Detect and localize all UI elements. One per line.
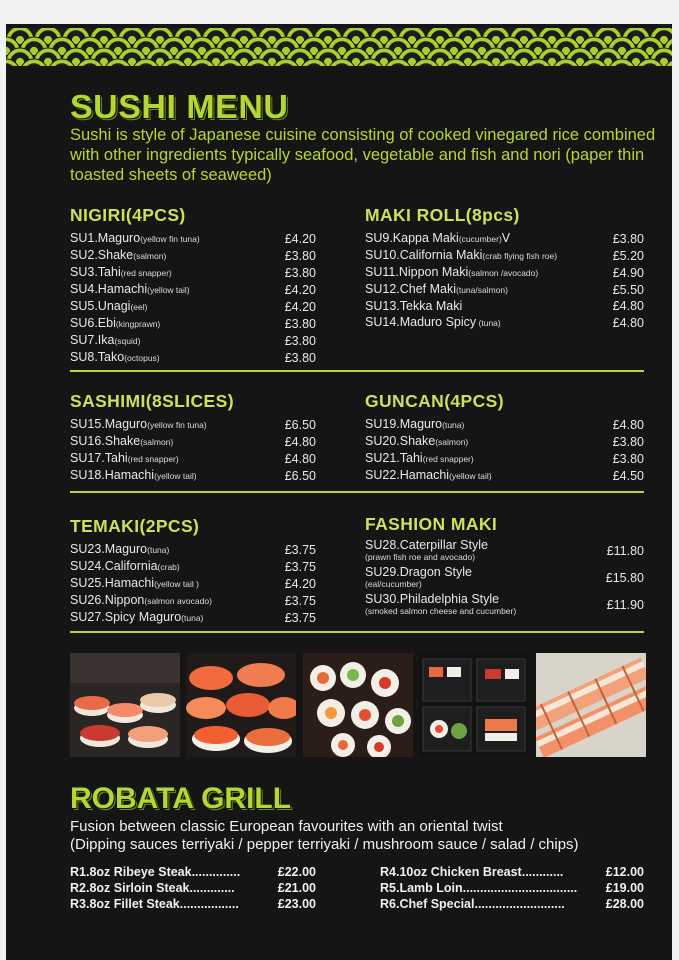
item-price: £23.00 bbox=[277, 897, 316, 911]
item-name: SU30.Philadelphia Style bbox=[365, 592, 500, 606]
fashion-maki-item bbox=[365, 539, 644, 563]
item-description: (prawn fish roe and avocado) bbox=[365, 552, 476, 562]
item-description: (cucumber) bbox=[458, 234, 502, 244]
menu-item bbox=[70, 592, 316, 609]
item-title: SU1.Maguro bbox=[70, 231, 141, 245]
item-title: SU9.Kappa Maki bbox=[365, 231, 459, 245]
item-description: (eal/cucumber) bbox=[365, 579, 422, 589]
item-price: £3.80 bbox=[284, 266, 316, 280]
menu-item bbox=[70, 467, 316, 484]
item-name bbox=[365, 264, 538, 281]
item-title: SU20.Shake bbox=[365, 434, 436, 448]
item-name: SU29.Dragon Style bbox=[365, 565, 473, 579]
item-price: £4.20 bbox=[284, 300, 316, 314]
item-name bbox=[70, 450, 179, 467]
item-name bbox=[70, 433, 173, 450]
item-description: (red snapper) bbox=[120, 268, 172, 278]
item-name bbox=[365, 450, 474, 467]
grill-item bbox=[70, 896, 316, 912]
sushi-intro-text: Sushi is style of Japanese cuisine consisting of cooked vinegared rice combined with other ingredients typically seafood, vegetable and fish and nori (paper thin toasted sheets of seaweed) bbox=[70, 126, 656, 184]
item-title: SU18.Hamachi bbox=[70, 468, 155, 482]
item-name bbox=[70, 349, 160, 366]
item-description: (salmon) bbox=[140, 437, 174, 447]
item-name: R4.10oz Chicken Breast............ bbox=[380, 865, 564, 879]
item-description: (yellow tail) bbox=[147, 285, 190, 295]
item-price: £4.80 bbox=[612, 418, 644, 432]
item-name bbox=[365, 230, 510, 247]
item-description: (red snapper) bbox=[127, 454, 179, 464]
item-name: R6.Chef Special.......................... bbox=[380, 897, 565, 911]
item-description: (tuna) bbox=[181, 613, 204, 623]
item-title: SU8.Tako bbox=[70, 350, 125, 364]
item-description: (salmon /avocado) bbox=[468, 268, 539, 278]
item-name bbox=[365, 298, 462, 314]
grill-item bbox=[70, 880, 316, 896]
item-title: SU27.Spicy Maguro bbox=[70, 610, 182, 624]
nigiri-heading: NIGIRI(4PCS) bbox=[70, 205, 186, 225]
nigiri-plate-photo bbox=[70, 653, 180, 757]
item-price: £3.80 bbox=[612, 435, 644, 449]
item-name bbox=[70, 264, 172, 281]
item-price: £3.80 bbox=[284, 351, 316, 365]
item-price: £4.80 bbox=[284, 435, 316, 449]
item-name bbox=[70, 541, 169, 558]
item-description: (crab flying fish roe) bbox=[482, 251, 558, 261]
menu-item bbox=[70, 281, 316, 298]
menu-item bbox=[365, 314, 644, 331]
grill-item bbox=[70, 864, 316, 880]
item-description: (eel) bbox=[130, 302, 148, 312]
item-description: (salmon) bbox=[133, 251, 167, 261]
item-name bbox=[70, 281, 190, 298]
item-title: SU4.Hamachi bbox=[70, 282, 148, 296]
fashion-maki-section bbox=[365, 514, 644, 620]
item-name bbox=[365, 314, 501, 331]
item-name bbox=[70, 247, 166, 264]
section-divider bbox=[70, 491, 644, 493]
item-price: £22.00 bbox=[277, 865, 316, 879]
item-title: SU13.Tekka Maki bbox=[365, 299, 463, 313]
item-price: £4.20 bbox=[284, 283, 316, 297]
item-price: £6.50 bbox=[284, 418, 316, 432]
item-title: SU7.Ika bbox=[70, 333, 115, 347]
menu-item bbox=[70, 558, 316, 575]
item-name bbox=[70, 230, 200, 247]
item-title: SU5.Unagi bbox=[70, 299, 131, 313]
item-price: £4.90 bbox=[612, 266, 644, 280]
section-divider bbox=[70, 370, 644, 372]
menu-item bbox=[365, 450, 644, 467]
item-name: R5.Lamb Loin................................. bbox=[380, 881, 578, 895]
sashimi-heading: SASHIMI(8SLICES) bbox=[70, 391, 234, 411]
sushi-menu-title: SUSHI MENU bbox=[70, 88, 289, 126]
maki-roll-list bbox=[365, 230, 644, 331]
item-title: SU15.Maguro bbox=[70, 417, 148, 431]
item-price: £21.00 bbox=[277, 881, 316, 895]
item-name bbox=[70, 332, 140, 349]
item-price: £6.50 bbox=[284, 469, 316, 483]
sashimi-list bbox=[70, 416, 316, 484]
item-title: SU23.Maguro bbox=[70, 542, 148, 556]
robata-intro-line-2: (Dipping sauces terriyaki / pepper terriyaki / mushroom sauce / salad / chips) bbox=[70, 836, 579, 853]
maki-roll-section bbox=[365, 205, 644, 331]
item-price: £3.75 bbox=[284, 594, 316, 608]
item-title: SU10.California Maki bbox=[365, 248, 483, 262]
grill-item bbox=[380, 896, 644, 912]
item-price: £28.00 bbox=[605, 897, 644, 911]
item-price: £3.80 bbox=[284, 317, 316, 331]
grill-item bbox=[380, 880, 644, 896]
guncan-list bbox=[365, 416, 644, 484]
menu-item bbox=[70, 609, 316, 626]
item-description: (yellow tail) bbox=[449, 471, 492, 481]
item-name bbox=[70, 315, 160, 332]
robata-right-list bbox=[380, 864, 644, 912]
item-title: SU25.Hamachi bbox=[70, 576, 155, 590]
menu-item bbox=[70, 433, 316, 450]
robata-intro-line-1: Fusion between classic European favourites with an oriental twist bbox=[70, 818, 503, 835]
robata-intro-text bbox=[70, 818, 660, 854]
item-description: (yellow tail) bbox=[154, 471, 197, 481]
item-title: SU24.California bbox=[70, 559, 158, 573]
menu-item bbox=[365, 247, 644, 264]
item-description: (red snapper) bbox=[422, 454, 474, 464]
menu-item bbox=[365, 298, 644, 314]
item-description: (yellow fin tuna) bbox=[147, 420, 207, 430]
item-title: SU17.Tahi bbox=[70, 451, 128, 465]
robata-grill-title: ROBATA GRILL bbox=[70, 782, 292, 815]
item-name bbox=[70, 609, 203, 626]
salmon-sushi-photo bbox=[186, 653, 296, 757]
item-description: (squid) bbox=[114, 336, 141, 346]
item-name bbox=[365, 416, 464, 433]
item-description: (crab) bbox=[157, 562, 180, 572]
item-description: (tuna) bbox=[442, 420, 465, 430]
item-price: £11.90 bbox=[606, 597, 644, 612]
item-price: £3.80 bbox=[612, 232, 644, 246]
item-name bbox=[70, 298, 147, 315]
item-title: SU22.Hamachi bbox=[365, 468, 450, 482]
menu-item bbox=[365, 281, 644, 298]
section-divider bbox=[70, 631, 644, 633]
grill-item bbox=[380, 864, 644, 880]
item-description: (tuna) bbox=[147, 545, 170, 555]
menu-item bbox=[70, 298, 316, 315]
item-name: R2.8oz Sirloin Steak............. bbox=[70, 881, 235, 895]
item-price: £5.20 bbox=[612, 249, 644, 263]
item-price: £4.50 bbox=[612, 469, 644, 483]
menu-item bbox=[365, 264, 644, 281]
item-name bbox=[365, 467, 492, 484]
item-name: SU28.Caterpillar Style bbox=[365, 538, 488, 552]
uramaki-rolls-photo bbox=[536, 653, 646, 757]
menu-page bbox=[6, 24, 672, 960]
item-name bbox=[365, 247, 557, 264]
item-title: SU19.Maguro bbox=[365, 417, 443, 431]
item-price: £4.80 bbox=[284, 452, 316, 466]
guncan-section bbox=[365, 391, 644, 484]
item-name: R3.8oz Fillet Steak................. bbox=[70, 897, 239, 911]
item-title: SU2.Shake bbox=[70, 248, 134, 262]
maki-platter-photo bbox=[303, 653, 413, 757]
item-description: (kingprawn) bbox=[115, 319, 161, 329]
item-description: (octopus) bbox=[124, 353, 160, 363]
temaki-list bbox=[70, 541, 316, 626]
item-title: SU26.Nippon bbox=[70, 593, 145, 607]
item-price: £3.80 bbox=[284, 334, 316, 348]
item-description: (yellow tail ) bbox=[154, 579, 199, 589]
menu-item bbox=[365, 416, 644, 433]
menu-item bbox=[365, 467, 644, 484]
item-name bbox=[70, 416, 207, 433]
menu-item bbox=[70, 416, 316, 433]
item-price: £3.80 bbox=[612, 452, 644, 466]
item-price: £5.50 bbox=[612, 283, 644, 297]
fashion-maki-list bbox=[365, 539, 644, 617]
item-price: £3.75 bbox=[284, 543, 316, 557]
menu-item bbox=[70, 247, 316, 264]
menu-item bbox=[70, 541, 316, 558]
item-description: (salmon) bbox=[435, 437, 469, 447]
fashion-maki-item bbox=[365, 593, 644, 617]
menu-item bbox=[70, 230, 316, 247]
item-title: SU6.Ebi bbox=[70, 316, 116, 330]
item-price: £4.20 bbox=[284, 232, 316, 246]
vegetarian-mark: V bbox=[501, 231, 511, 245]
wave-pattern-banner bbox=[6, 28, 672, 78]
item-name bbox=[70, 558, 180, 575]
menu-item bbox=[70, 264, 316, 281]
menu-item bbox=[365, 230, 644, 247]
maki-roll-heading: MAKI ROLL(8pcs) bbox=[365, 205, 520, 225]
fashion-maki-heading: FASHION MAKI bbox=[365, 514, 498, 534]
temaki-section bbox=[70, 516, 316, 626]
menu-item bbox=[70, 315, 316, 332]
item-description: (salmon avocado) bbox=[144, 596, 212, 606]
item-description: (yellow fin tuna) bbox=[140, 234, 200, 244]
menu-item bbox=[70, 332, 316, 349]
item-title: SU14.Maduro Spicy bbox=[365, 315, 477, 329]
item-description: (tuna) bbox=[476, 318, 501, 328]
item-name bbox=[70, 592, 212, 609]
item-price: £15.80 bbox=[605, 570, 644, 585]
sushi-photo-strip bbox=[70, 653, 646, 757]
menu-item bbox=[365, 433, 644, 450]
item-price: £4.80 bbox=[612, 299, 644, 313]
menu-item bbox=[70, 575, 316, 592]
robata-left-list bbox=[70, 864, 316, 912]
item-price: £3.75 bbox=[284, 611, 316, 625]
item-price: £4.80 bbox=[612, 316, 644, 330]
item-description: (tuna/salmon) bbox=[456, 285, 508, 295]
fashion-maki-item bbox=[365, 566, 644, 590]
item-price: £12.00 bbox=[605, 865, 644, 879]
item-title: SU12.Chef Maki bbox=[365, 282, 457, 296]
item-description: (smoked salmon cheese and cucumber) bbox=[365, 606, 517, 616]
item-name bbox=[70, 467, 197, 484]
menu-item bbox=[70, 450, 316, 467]
item-title: SU16.Shake bbox=[70, 434, 141, 448]
bento-box-photo bbox=[419, 653, 529, 757]
item-title: SU11.Nippon Maki bbox=[365, 265, 469, 279]
item-title: SU3.Tahi bbox=[70, 265, 121, 279]
sashimi-section bbox=[70, 391, 316, 484]
item-name bbox=[365, 281, 508, 298]
nigiri-section bbox=[70, 205, 316, 366]
item-name bbox=[365, 433, 468, 450]
temaki-heading: TEMAKI(2PCS) bbox=[70, 516, 200, 536]
item-price: £3.80 bbox=[284, 249, 316, 263]
item-price: £19.00 bbox=[605, 881, 644, 895]
nigiri-list bbox=[70, 230, 316, 366]
menu-item bbox=[70, 349, 316, 366]
item-price: £4.20 bbox=[284, 577, 316, 591]
item-name: R1.8oz Ribeye Steak.............. bbox=[70, 865, 241, 879]
item-price: £11.80 bbox=[606, 543, 644, 558]
item-name bbox=[70, 575, 199, 592]
guncan-heading: GUNCAN(4PCS) bbox=[365, 391, 504, 411]
item-price: £3.75 bbox=[284, 560, 316, 574]
item-title: SU21.Tahi bbox=[365, 451, 423, 465]
